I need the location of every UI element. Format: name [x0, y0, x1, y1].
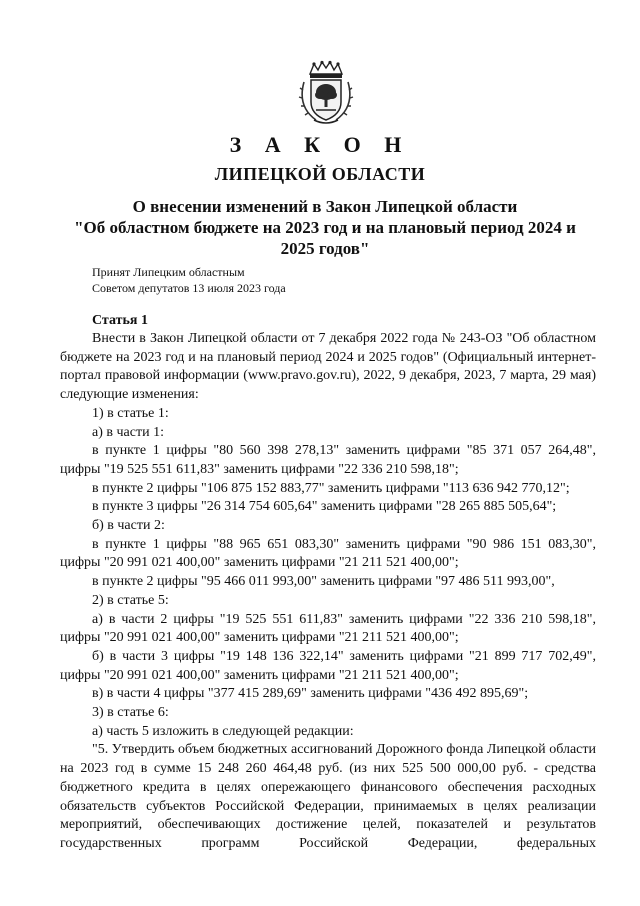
paragraph: в пункте 1 цифры "88 965 651 083,30" заменить цифрами "90 986 151 083,30", цифры "20 991 021 400,00" заменить цифрами "21 211 521 400,00"; — [60, 536, 596, 571]
adoption-line: Принят Липецким областным — [92, 265, 245, 279]
paragraph: 1) в статье 1: — [92, 405, 169, 421]
paragraph: в пункте 1 цифры "80 560 398 278,13" заменить цифрами "85 371 057 264,48", цифры "19 525 551 611,83" заменить цифрами "22 336 210 598,18"; — [60, 443, 596, 477]
paragraph: в) в части 4 цифры "377 415 289,69" заменить цифрами "436 492 895,69"; — [92, 686, 529, 702]
paragraph: в пункте 3 цифры "26 314 754 605,64" заменить цифрами "28 265 885 505,64"; — [92, 499, 557, 515]
paragraph: а) в части 1: — [92, 424, 164, 440]
subject-line: "Об областном бюджете на 2023 год и на плановый период 2024 и — [74, 218, 576, 237]
paragraph: в пункте 2 цифры "95 466 011 993,00" заменить цифрами "97 486 511 993,00", — [92, 574, 555, 590]
paragraph: 2) в статье 5: — [92, 592, 169, 608]
article-body — [60, 330, 596, 854]
adoption-line: Советом депутатов 13 июля 2023 года — [92, 281, 286, 295]
law-region: ЛИПЕЦКОЙ ОБЛАСТИ — [214, 164, 426, 184]
paragraph: а) в части 2 цифры "19 525 551 611,83" заменить цифрами "22 336 210 598,18", цифры "20 991 021 400,00" заменить цифрами "21 211 521 400,00"; — [60, 611, 596, 646]
adoption-note — [92, 264, 286, 296]
article-heading: Статья 1 — [92, 313, 148, 328]
paragraph: "5. Утвердить объем бюджетных ассигнований Дорожного фонда Липецкой области на 2023 год в сумме 15 248 260 464,48 руб. (из них 525 500 000,00 руб. - средства бюджетного кредита в целях опережающего финансового обеспечения расходных обязательств субъектов Российской Федерации, принимаемых в целях реализации мероприятий, обеспечивающих достижение целей, показателей и результатов государственных программ Российской Федерации, федеральных — [60, 742, 596, 851]
law-subject — [60, 196, 590, 259]
paragraph: б) в части 2: — [92, 518, 165, 534]
law-title: З А К О Н — [229, 132, 411, 157]
paragraph: Внести в Закон Липецкой области от 7 декабря 2022 года № 243-ОЗ "Об областном бюджете на 2023 год и на плановый период 2024 и 2025 годов" (Официальный интернет-портал правовой информации (www.pravo.gov.ru), 2022, 9 декабря, 2023, 7 марта, 29 мая) следующие изменения: — [60, 331, 596, 403]
paragraph: б) в части 3 цифры "19 148 136 322,14" заменить цифрами "21 899 717 702,49", цифры "20 991 021 400,00" заменить цифрами "21 211 521 400,00"; — [60, 648, 596, 683]
paragraph: в пункте 2 цифры "106 875 152 883,77" заменить цифрами "113 636 942 770,12"; — [92, 480, 570, 496]
subject-line: 2025 годов" — [280, 239, 370, 258]
coat-of-arms-icon — [298, 60, 354, 126]
subject-line: О внесении изменений в Закон Липецкой области — [132, 197, 518, 216]
paragraph: а) часть 5 изложить в следующей редакции: — [92, 723, 354, 739]
paragraph: 3) в статье 6: — [92, 705, 169, 721]
